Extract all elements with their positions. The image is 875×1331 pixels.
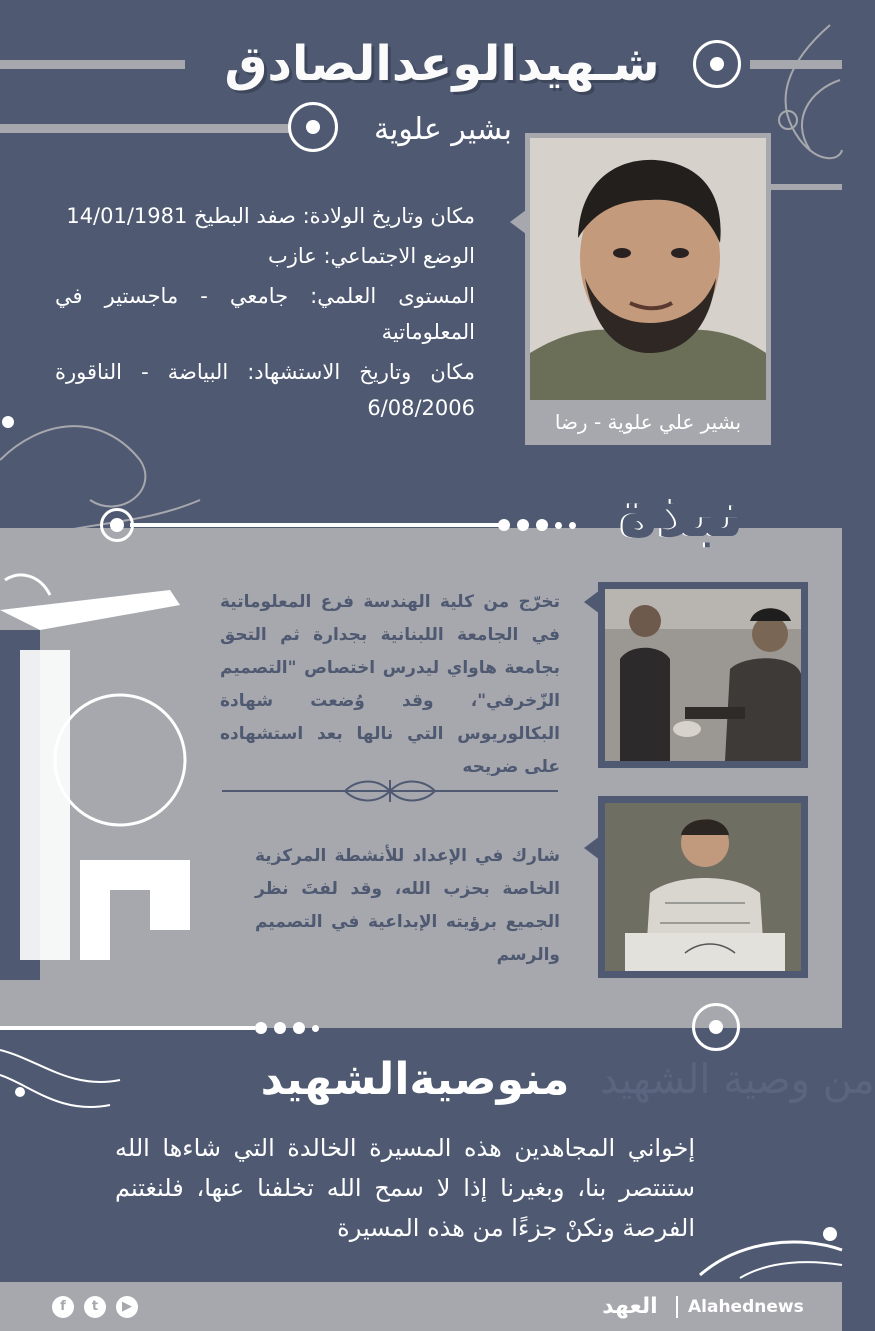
martyr-name: بشير علوية — [373, 112, 512, 147]
dot — [536, 519, 548, 531]
dot — [555, 522, 562, 529]
page-title: شـهيدالوعدالصادق — [224, 36, 660, 92]
dot — [498, 519, 510, 531]
bio-social-status: الوضع الاجتماعي: عازب — [267, 244, 475, 268]
will-dots — [255, 1022, 319, 1034]
subtitle-bar — [0, 124, 290, 133]
brand-arabic[interactable]: العهد — [602, 1294, 658, 1319]
bio-martyrdom: مكان وتاريخ الاستشهاد: البياضة - الناقورة 6/08/2006 — [55, 360, 475, 420]
dot — [517, 519, 529, 531]
portrait-side-bar — [765, 184, 842, 190]
resistance-emblem-icon — [0, 560, 210, 990]
flourish-bottom-left-icon — [0, 1030, 140, 1120]
overview-ring-icon — [100, 508, 134, 542]
bio-section — [55, 198, 475, 430]
photo-2-drawing — [605, 803, 801, 971]
brand-english[interactable]: Alahednews — [688, 1297, 804, 1317]
bio-birth: مكان وتاريخ الولادة: صفد البطيخ 14/01/1981 — [66, 204, 475, 228]
will-ring-icon — [692, 1003, 740, 1051]
photo-2-illustration-icon — [605, 803, 801, 971]
dot — [312, 1025, 319, 1032]
dot — [255, 1022, 267, 1034]
overview-paragraph-2: شارك في الإعداد للأنشطة المركزية الخاصة بحزب الله، وقد لفتَ نظر الجميع برؤيته الإبداعية في التصميم والرسم — [255, 846, 560, 965]
overview-paragraph-1: تخرّج من كلية الهندسة فرع المعلوماتية في الجامعة اللبنانية بجدارة ثم التحق بجامعة هاواي ليدرس اختصاص "التصميم الزّخرفي"، وقد وُضعت شهادة البكالوريوس التي نالها بعد استشهاده على ضريحه — [220, 592, 560, 777]
facebook-icon[interactable]: f — [52, 1296, 74, 1318]
photo-1-illustration-icon — [605, 589, 801, 761]
will-text: إخواني المجاهدين هذه المسيرة الخالدة التي شاءها الله ستنتصر بنا، وبغيرنا إذا لا سمح الله تخلفنا عنها، فلنغتنم الفرصة ونكنْ جزءًا من هذه المسيرة — [115, 1134, 695, 1242]
dot — [569, 522, 576, 529]
youtube-icon[interactable]: ▶ — [116, 1296, 138, 1318]
header-bar-top-left — [0, 60, 185, 69]
portrait-pointer — [510, 210, 526, 234]
ornament-icon — [345, 776, 435, 806]
bio-education: المستوى العلمي: جامعي - ماجستير في المعلوماتية — [55, 284, 475, 344]
overview-line — [130, 523, 500, 527]
flourish-bottom-right-icon — [700, 1220, 842, 1280]
portrait-caption: بشير علي علوية - رضا — [525, 400, 771, 445]
photo-1-diploma — [605, 589, 801, 761]
photo-2-pointer — [584, 836, 600, 860]
portrait-illustration-icon — [530, 138, 766, 400]
overview-heading: نبذة — [619, 478, 745, 552]
overview-dots — [498, 519, 576, 531]
will-watermark: من وصية الشهيد — [600, 1057, 875, 1103]
will-heading: منوصيةالشهيد — [260, 1054, 570, 1105]
dot — [274, 1022, 286, 1034]
brand-separator — [676, 1296, 678, 1318]
portrait-photo — [530, 138, 766, 400]
twitter-icon[interactable]: t — [84, 1296, 106, 1318]
dot — [293, 1022, 305, 1034]
photo-1-pointer — [584, 590, 600, 614]
